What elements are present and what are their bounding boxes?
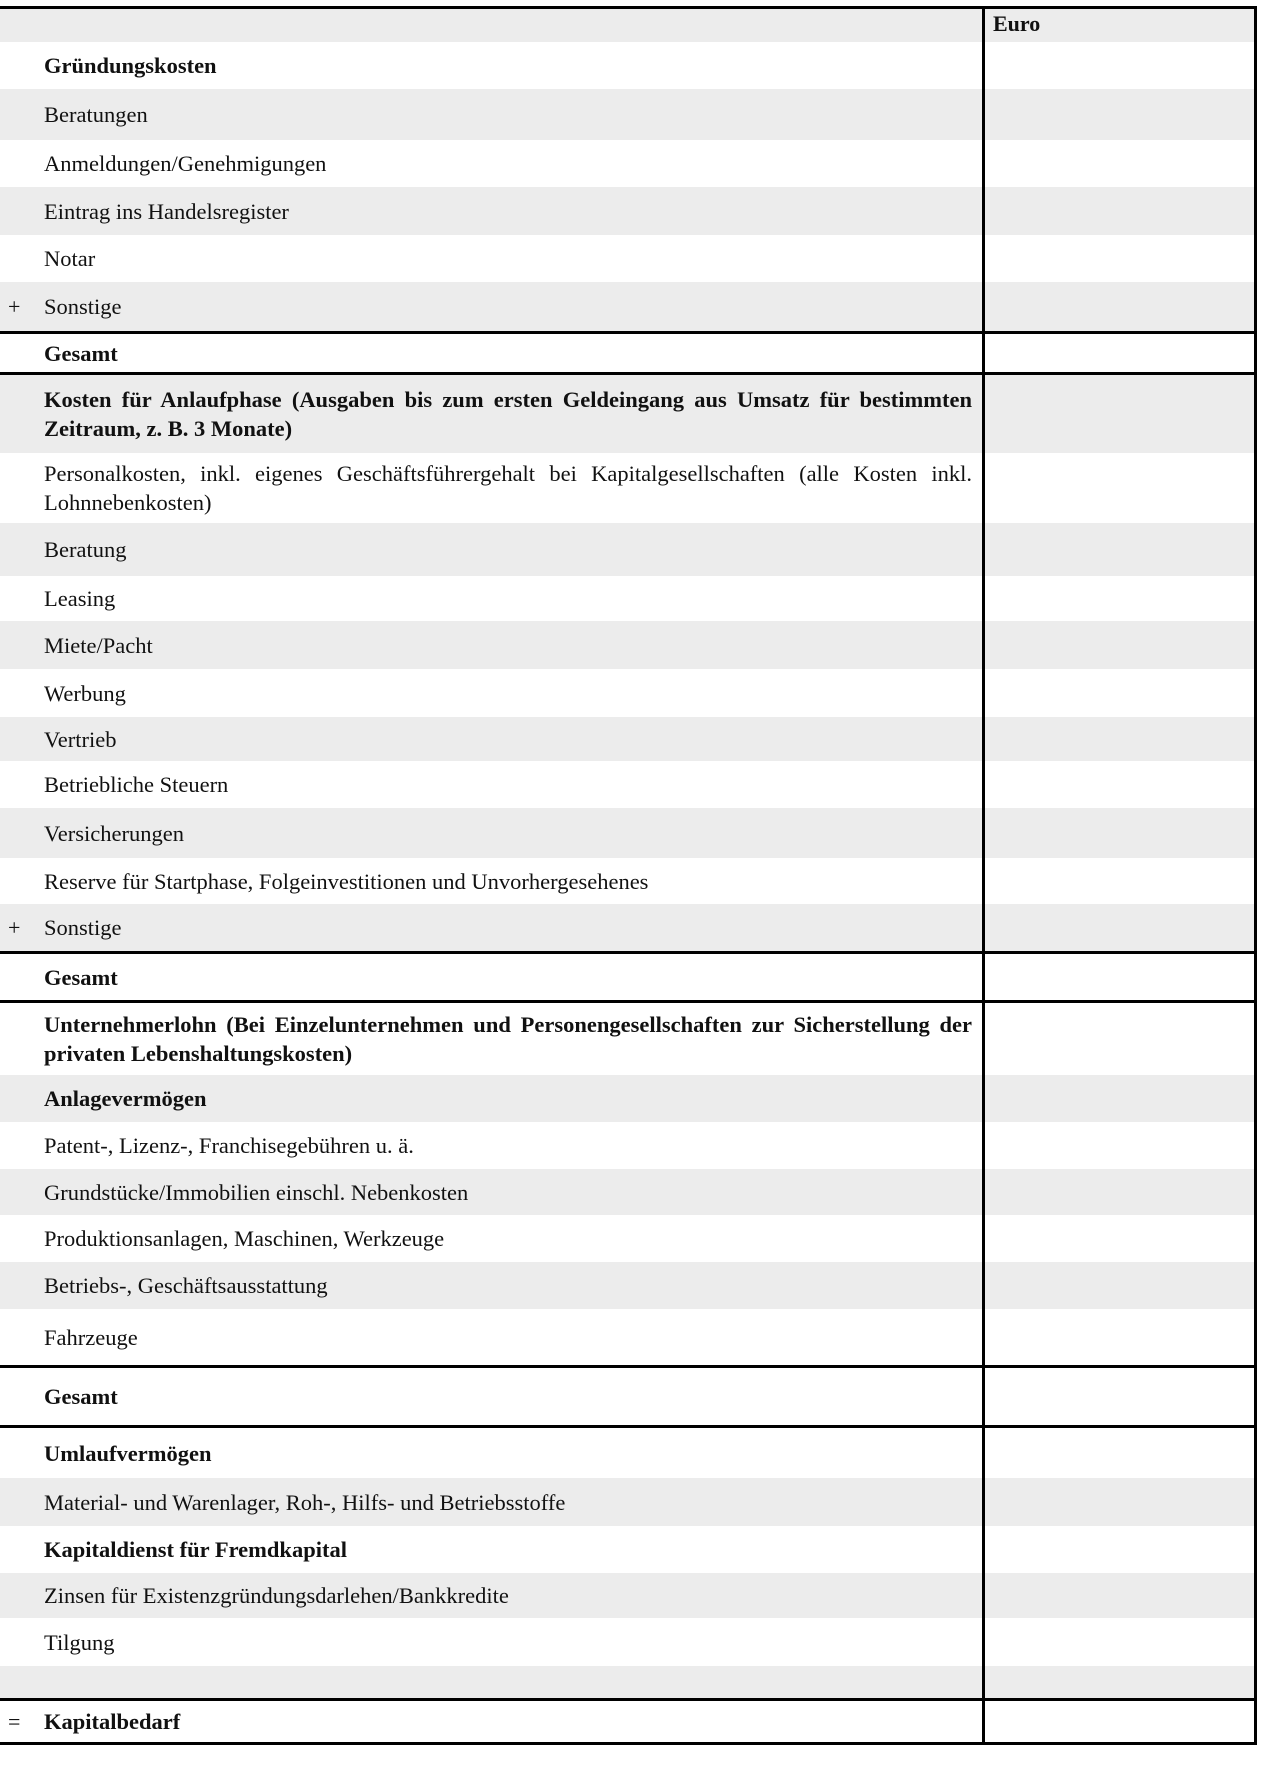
row-operator: + xyxy=(0,282,34,331)
row-operator xyxy=(0,375,34,453)
row-euro-value-cell[interactable] xyxy=(982,1169,1257,1215)
row-label: Personalkosten, inkl. eigenes Geschäftsführergehalt bei Kapitalgesellschaften (alle Kosten inkl. Lohnnebenkosten) xyxy=(44,461,972,515)
row-operator: + xyxy=(0,904,34,951)
table-row xyxy=(0,1262,1257,1309)
row-label: Patent-, Lizenz-, Franchisegebühren u. ä. xyxy=(44,1133,414,1158)
row-operator xyxy=(0,669,34,717)
table-row xyxy=(0,576,1257,621)
table-row xyxy=(0,761,1257,808)
header-prefix-cell xyxy=(0,9,34,42)
row-operator xyxy=(0,187,34,235)
row-operator xyxy=(0,576,34,621)
row-operator xyxy=(0,334,34,372)
row-operator xyxy=(0,235,34,282)
row-label: Betriebs-, Geschäftsausstattung xyxy=(34,1262,982,1309)
row-euro-value-cell[interactable] xyxy=(982,1309,1257,1365)
row-operator xyxy=(0,1003,34,1075)
row-operator xyxy=(0,89,34,140)
table-row xyxy=(0,717,1257,761)
row-label: Material- und Warenlager, Roh-, Hilfs- und Betriebsstoffe xyxy=(34,1478,982,1526)
row-euro-value-cell[interactable] xyxy=(982,523,1257,576)
row-label: Leasing xyxy=(44,586,116,611)
row-euro-value-cell[interactable] xyxy=(982,187,1257,235)
table-row xyxy=(0,1618,1257,1666)
row-euro-value-cell[interactable] xyxy=(982,1262,1257,1309)
row-euro-value-cell[interactable] xyxy=(982,717,1257,761)
table-row xyxy=(0,1075,1257,1122)
table-row xyxy=(0,1698,1257,1742)
row-operator xyxy=(0,761,34,808)
row-euro-value-cell[interactable] xyxy=(982,1215,1257,1262)
row-operator xyxy=(0,1368,34,1425)
table-row xyxy=(0,904,1257,951)
table-row xyxy=(0,282,1257,331)
row-euro-value-cell[interactable] xyxy=(982,1428,1257,1478)
row-label: Kapitalbedarf xyxy=(44,1709,181,1734)
row-euro-value-cell[interactable] xyxy=(982,453,1257,523)
table-row xyxy=(0,621,1257,669)
row-label: Kapitaldienst für Fremdkapital xyxy=(44,1537,347,1562)
row-euro-value-cell[interactable] xyxy=(982,1478,1257,1526)
row-operator xyxy=(0,954,34,1000)
row-label: Werbung xyxy=(44,680,126,706)
table-row xyxy=(0,1425,1257,1478)
table-row xyxy=(0,1000,1257,1075)
header-euro-column: Euro xyxy=(982,9,1257,42)
row-euro-value-cell[interactable] xyxy=(982,1526,1257,1573)
row-label: Anlagevermögen xyxy=(34,1075,982,1122)
row-euro-value-cell[interactable] xyxy=(982,1666,1257,1698)
table-row xyxy=(0,951,1257,1000)
row-operator xyxy=(0,621,34,669)
row-label: Tilgung xyxy=(44,1629,115,1655)
table-row xyxy=(0,372,1257,453)
table-row xyxy=(0,1365,1257,1425)
row-label: Notar xyxy=(44,246,96,271)
row-label: Gesamt xyxy=(44,964,118,990)
row-label: Beratungen xyxy=(34,89,982,140)
row-euro-value-cell[interactable] xyxy=(982,235,1257,282)
row-label: Gesamt xyxy=(44,340,118,366)
table-row xyxy=(0,1215,1257,1262)
row-label xyxy=(34,1666,982,1698)
row-euro-value-cell[interactable] xyxy=(982,1368,1257,1425)
row-label: Vertrieb xyxy=(34,717,982,761)
row-operator xyxy=(0,140,34,187)
row-label: Unternehmerlohn (Bei Einzelunternehmen und Personengesellschaften zur Sicherstellung der privaten Lebenshaltungskosten) xyxy=(44,1012,972,1066)
row-label: Beratung xyxy=(34,523,982,576)
table-row xyxy=(0,453,1257,523)
row-operator xyxy=(0,1428,34,1478)
capital-requirement-table xyxy=(0,6,1257,1745)
row-euro-value-cell[interactable] xyxy=(982,282,1257,331)
row-label: Betriebliche Steuern xyxy=(44,772,229,797)
table-row xyxy=(0,1666,1257,1698)
row-euro-value-cell[interactable] xyxy=(982,1075,1257,1122)
table-row xyxy=(0,808,1257,858)
row-euro-value-cell[interactable] xyxy=(982,904,1257,951)
row-operator xyxy=(0,1169,34,1215)
row-label: Eintrag ins Handelsregister xyxy=(34,187,982,235)
table-row xyxy=(0,331,1257,372)
row-euro-value-cell[interactable] xyxy=(982,89,1257,140)
row-operator xyxy=(0,523,34,576)
row-operator xyxy=(0,1122,34,1169)
row-label: Reserve für Startphase, Folgeinvestitionen und Unvorhergesehenes xyxy=(44,868,649,894)
row-operator xyxy=(0,1075,34,1122)
table-row xyxy=(0,669,1257,717)
table-body xyxy=(0,42,1257,1742)
row-euro-value-cell[interactable] xyxy=(982,1701,1257,1742)
row-operator xyxy=(0,1309,34,1365)
row-euro-value-cell[interactable] xyxy=(982,140,1257,187)
row-euro-value-cell[interactable] xyxy=(982,576,1257,621)
row-operator xyxy=(0,1526,34,1573)
row-euro-value-cell[interactable] xyxy=(982,954,1257,1000)
row-operator xyxy=(0,1666,34,1698)
row-euro-value-cell[interactable] xyxy=(982,808,1257,858)
row-label: Produktionsanlagen, Maschinen, Werkzeuge xyxy=(44,1226,445,1251)
table-row xyxy=(0,89,1257,140)
row-label: Umlaufvermögen xyxy=(44,1440,212,1466)
row-operator xyxy=(0,808,34,858)
row-label: Anmeldungen/Genehmigungen xyxy=(44,151,327,176)
row-operator xyxy=(0,1262,34,1309)
row-label: Fahrzeuge xyxy=(44,1324,138,1350)
row-euro-value-cell[interactable] xyxy=(982,621,1257,669)
row-euro-value-cell[interactable] xyxy=(982,858,1257,904)
row-euro-value-cell[interactable] xyxy=(982,1618,1257,1666)
row-euro-value-cell[interactable] xyxy=(982,1122,1257,1169)
row-label: Gesamt xyxy=(44,1384,118,1409)
row-label: Miete/Pacht xyxy=(34,621,982,669)
table-row xyxy=(0,42,1257,89)
row-label: Sonstige xyxy=(34,904,982,951)
row-operator xyxy=(0,858,34,904)
table-row xyxy=(0,1526,1257,1573)
row-label: Zinsen für Existenzgründungsdarlehen/Bankkredite xyxy=(34,1573,982,1618)
row-euro-value-cell[interactable] xyxy=(982,1573,1257,1618)
table-row xyxy=(0,523,1257,576)
row-euro-value-cell[interactable] xyxy=(982,375,1257,453)
row-label: Gründungskosten xyxy=(44,53,217,78)
table-row xyxy=(0,858,1257,904)
table-row xyxy=(0,235,1257,282)
row-operator xyxy=(0,1478,34,1526)
row-euro-value-cell[interactable] xyxy=(982,761,1257,808)
row-operator xyxy=(0,453,34,523)
table-row xyxy=(0,187,1257,235)
table-row xyxy=(0,1122,1257,1169)
row-operator: = xyxy=(8,1708,21,1734)
table-row xyxy=(0,1573,1257,1618)
row-euro-value-cell[interactable] xyxy=(982,1003,1257,1075)
row-operator xyxy=(0,42,34,89)
row-euro-value-cell[interactable] xyxy=(982,42,1257,89)
table-header-row xyxy=(0,9,1257,42)
row-operator xyxy=(0,1215,34,1262)
row-operator xyxy=(0,1618,34,1666)
table-row xyxy=(0,140,1257,187)
row-label: Versicherungen xyxy=(34,808,982,858)
row-operator xyxy=(0,1573,34,1618)
table-row xyxy=(0,1478,1257,1526)
row-operator xyxy=(0,717,34,761)
row-label: Sonstige xyxy=(34,282,982,331)
row-euro-value-cell[interactable] xyxy=(982,334,1257,372)
table-row xyxy=(0,1309,1257,1365)
row-label: Kosten für Anlaufphase (Ausgaben bis zum ersten Geldeingang aus Umsatz für bestimmten Zeitraum, z. B. 3 Monate) xyxy=(34,375,982,453)
row-euro-value-cell[interactable] xyxy=(982,669,1257,717)
row-label: Grundstücke/Immobilien einschl. Nebenkosten xyxy=(34,1169,982,1215)
table-row xyxy=(0,1169,1257,1215)
header-label-cell xyxy=(34,9,982,42)
